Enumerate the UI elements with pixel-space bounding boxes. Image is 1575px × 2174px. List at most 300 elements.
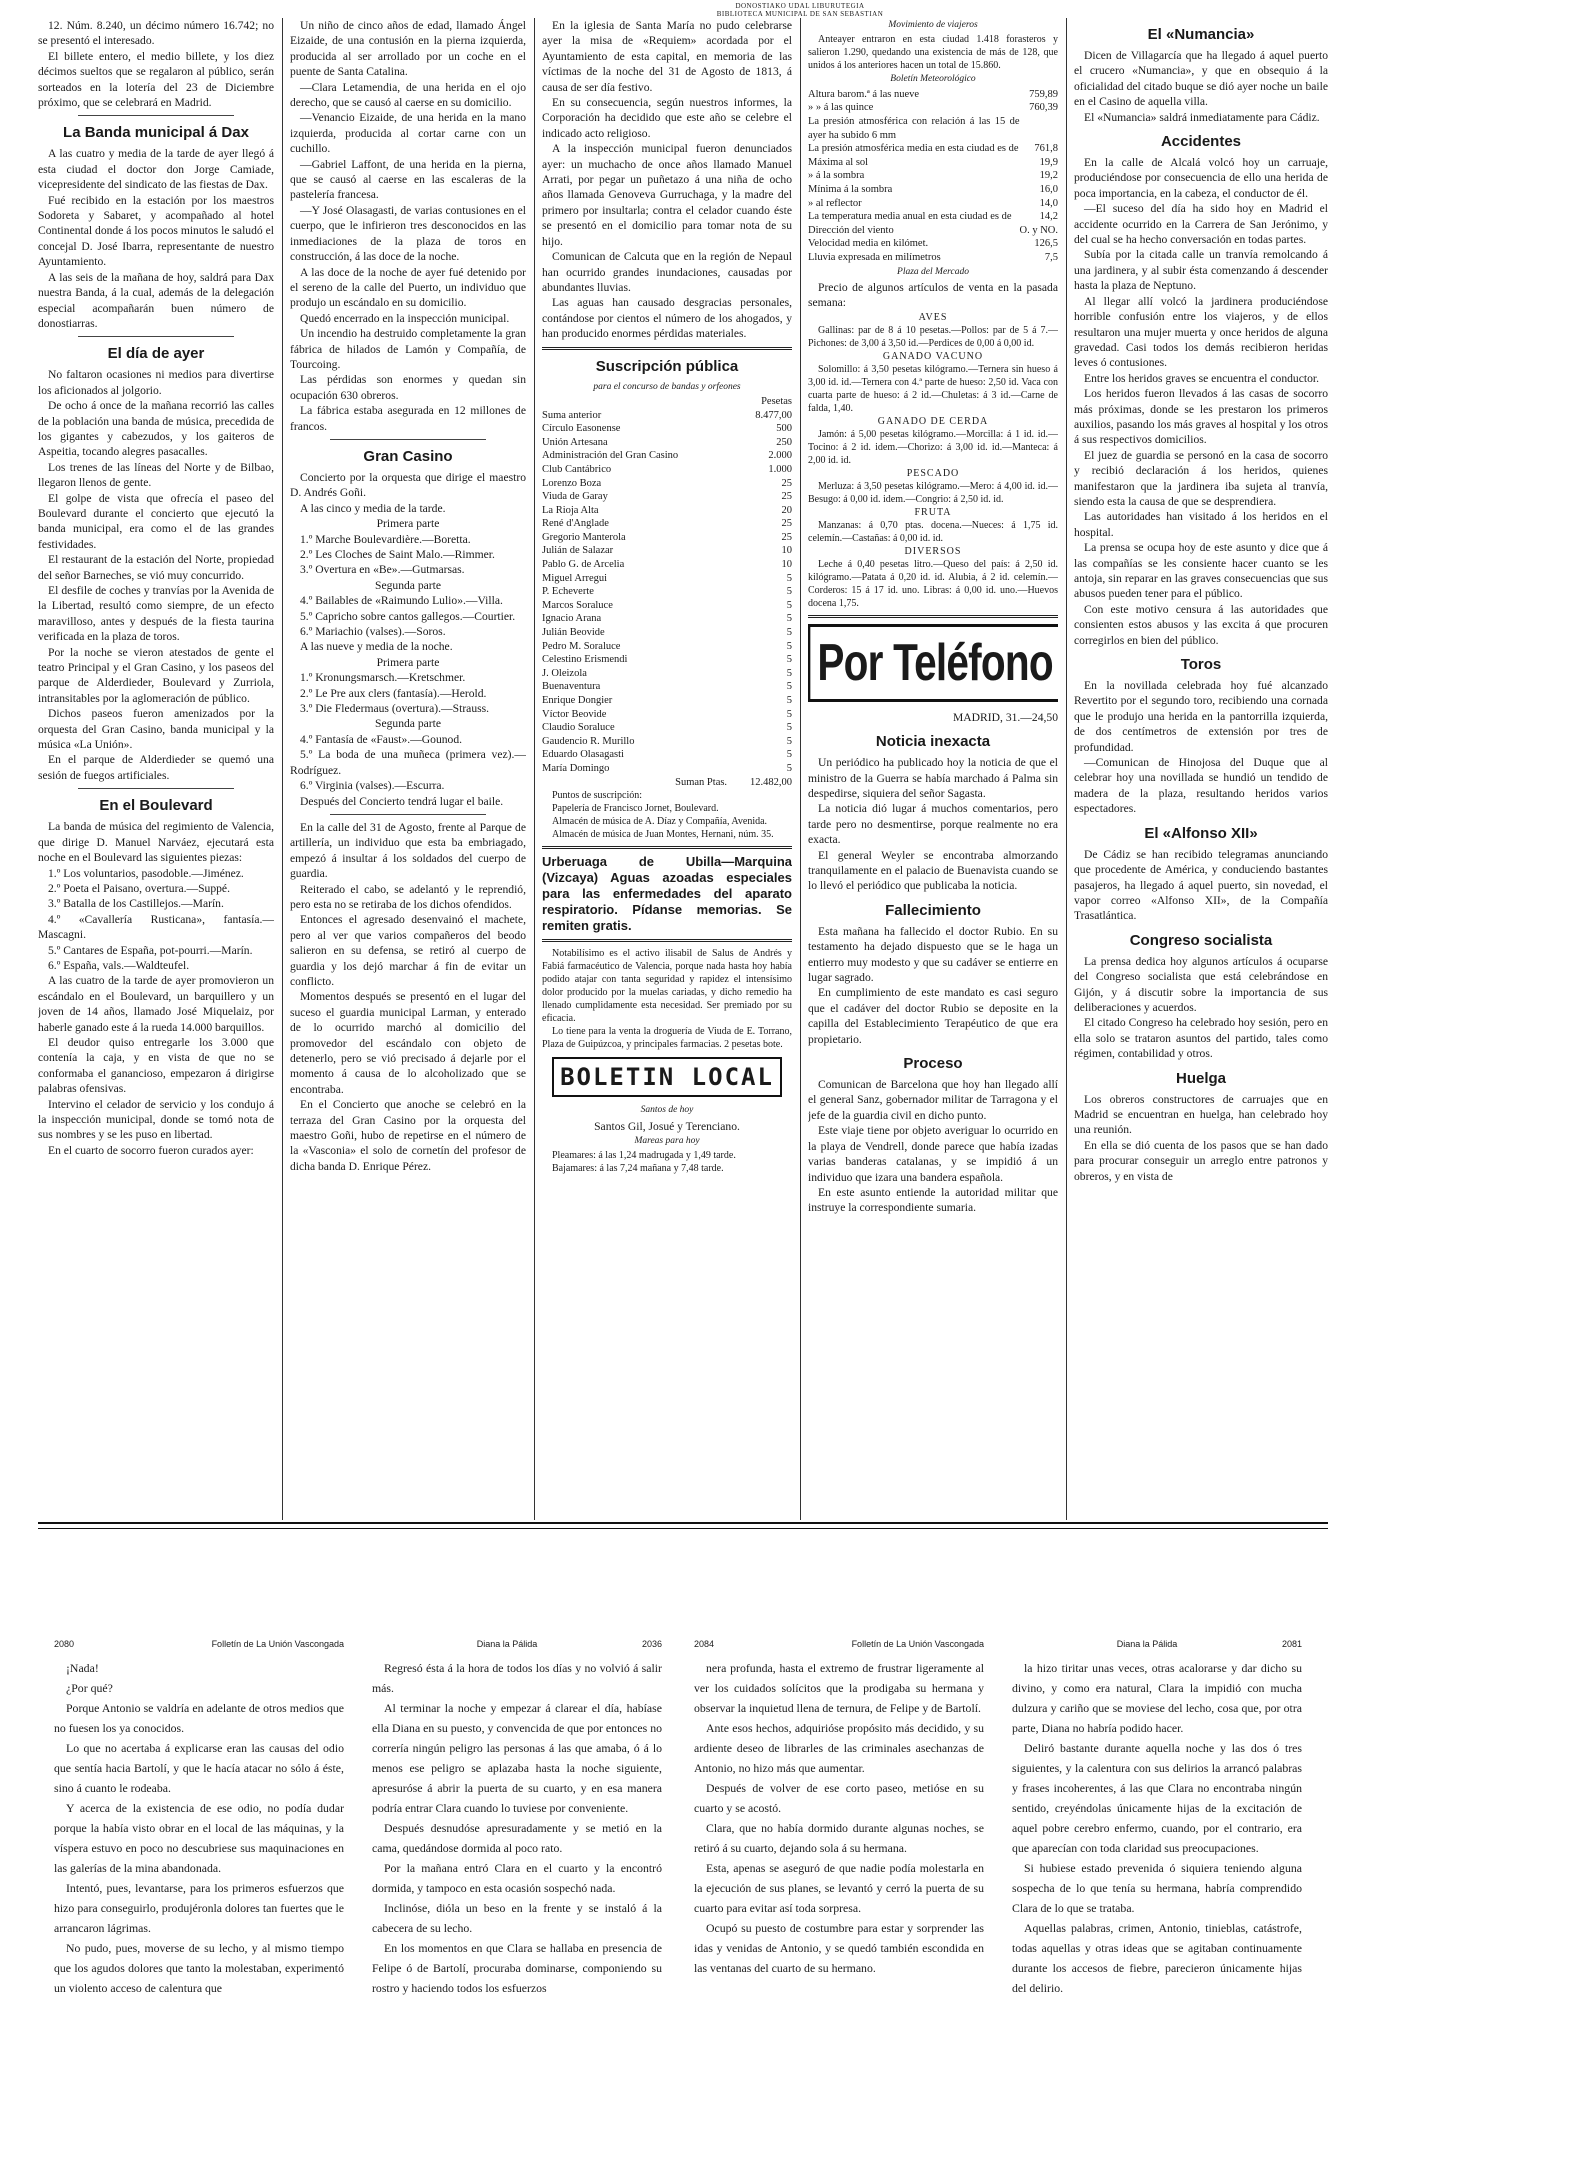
paragraph: El golpe de vista que ofrecía el paseo del Boulevard durante el concierto que ejecutó la banda municipal, era como el de las grandes festividades. (38, 491, 274, 551)
library-stamp (560, 2, 1040, 18)
table-row (542, 531, 792, 545)
huelga-article (1074, 1092, 1328, 1184)
separator (808, 615, 1058, 618)
table-row (542, 517, 792, 531)
separator (78, 336, 234, 337)
paragraph: El «Numancia» saldrá inmediatamente para Cádiz. (1084, 110, 1320, 124)
table-row (542, 572, 792, 586)
folletin-header (54, 1638, 344, 1650)
paragraph: A las nueve y media de la noche. (300, 640, 453, 654)
paragraph: En la novillada celebrada hoy fué alcanzado Revertito por el segundo toro, recibiendo una cornada que le produjo una herida en la pantorrilla izquierda, de dos centímetros de extensión por tres de profundidad. (1074, 679, 1328, 754)
stamp-line-1: DONOSTIAKO UDAL LIBURUTEGIA (735, 2, 865, 10)
row-value: 759,89 (1029, 88, 1058, 100)
paragraph: 2.º Les Cloches de Saint Malo.—Rimmer. (300, 548, 495, 561)
paragraph: nera profunda, hasta el extremo de frustrar ligeramente al ver los cuidados solícitos que la prodigaba su hermana y observar la inquietud llena de ternura, de Felipe y de Bartolí. (694, 1661, 984, 1715)
row-label: Celestino Erismendi (542, 654, 628, 666)
paragraph: Los heridos fueron llevados á las casas de socorro más próximas, donde se les prestaron los primeros auxilios, pasando los más graves al hospital y los otros á sus respectivos domicilios. (1074, 387, 1328, 447)
paragraph: Este viaje tiene por objeto averiguar lo ocurrido en la playa de Vendrell, donde parece que había izadas varias banderas catalanas, y se impidió á un individuo que izara una bandera española. (808, 1124, 1058, 1184)
row-value: 8.477,00 (755, 409, 792, 421)
top-column-2 (290, 18, 526, 1520)
table-row (542, 680, 792, 694)
row-label: Julián Beovide (542, 627, 605, 639)
row-label: La presión atmosférica con relación á las 15 de ayer ha subido 6 mm (808, 116, 1020, 141)
paragraph: Las autoridades han visitado á los heridos en el hospital. (1074, 510, 1328, 539)
sucesos-article (290, 18, 526, 434)
row-label: La Rioja Alta (542, 504, 599, 516)
paragraph: El citado Congreso ha celebrado hoy sesión, pero en ella solo se trataron asuntos del partido, tales como régimen, contabilidad y otros. (1074, 1016, 1328, 1061)
row-value: 5 (786, 708, 792, 720)
paragraph: El general Weyler se encontraba almorzando tranquilamente en el palacio de Buenavista cuando se lo llevó el periódico que publicaba la noticia. (808, 848, 1058, 893)
folletin-page (54, 1638, 1304, 2168)
paragraph: Con este motivo censura á las autoridades que consienten estos abusos y las excita á que procuren corregirlos en bien del público. (1074, 602, 1328, 647)
row-label: Eduardo Olasagasti (542, 749, 624, 761)
paragraph: —Y José Olasagasti, de varias contusiones en el cuerpo, que le infirieron tres desconocidos en las inmediaciones de la plaza de toros en construcción, á las doce de la noche. (290, 203, 526, 264)
paragraph: El billete entero, el medio billete, y los diez décimos sueltos que se regalaron al público, serán sorteados en la lotería del 23 de Diciembre próximo, que se celebrará en Madrid. (38, 49, 274, 110)
mercado-section-text: Manzanas: á 0,70 ptas. docena.—Nueces: á 1,75 id. celemín.—Castañas: á 0,00 id. id. (808, 519, 1058, 544)
paragraph: Entonces el agresado desenvainó el machete, pero al ver que varios compañeros del beodo salieron en su defensa, se retiró al cuerpo de guardia y los dejó marchar á fin de evitar un conflicto. (290, 913, 526, 988)
table-row (542, 449, 792, 463)
headline-fallecimiento: Fallecimiento (885, 901, 981, 919)
paragraph: En la calle del 31 de Agosto, frente al Parque de artillería, un individuo que esta ba embriagado, empezó á insultar á los soldados del cuerpo de guardia. (290, 820, 526, 881)
paragraph: Notabilísimo es el activo ilisabil de Salus de Andrés y Fabiá farmacéutico de Valencia, porque nada hasta hoy había podido atajar con tanta seguridad y rapidez el intensísimo dolor producido por la muelas cariadas, y dicho remedio ha llenado cumplidamente esta necesidad. Ser premiado por su eficacia. (542, 948, 792, 1025)
paragraph: Después del Concierto tendrá lugar el baile. (300, 794, 504, 808)
paragraph: 1.º Los voluntarios, pasodoble.—Jiménez. (48, 866, 244, 880)
row-value: 250 (776, 436, 792, 448)
folletin-text (54, 1658, 344, 1998)
paragraph: Pleamares: á las 1,24 madrugada y 1,49 tarde. (552, 1150, 736, 1162)
row-value: 25 (781, 518, 792, 530)
program-list-2 (290, 593, 526, 655)
paragraph: —Comunican de Hinojosa del Duque que al celebrar hoy una novillada se hundió un tendido de madera de la plaza, resultando heridos varios espectadores. (1074, 756, 1328, 816)
folletin-page-number: 2080 (54, 1639, 75, 1649)
stamp-line-2: BIBLIOTECA MUNICIPAL DE SAN SEBASTIAN (716, 10, 884, 18)
mercado-section-text: Leche á 0,40 pesetas litro.—Queso del país: á 2,50 id. kilógramo.—Patata á 0,20 id. id. Alubia, á 2 id. celemín.—Corderos: 15 á 17 id. uno. Libras: á 0,00 id. uno.—Huevos docena 1,75. (808, 558, 1058, 609)
paragraph: 12. Núm. 8.240, un décimo número 16.742; no se presentó el interesado. (38, 19, 274, 48)
paragraph: Esta, apenas se aseguró de que nadie podía molestarla en la ejecución de sus planes, se levantó y cerró la puerta de su cuarto para evitar así toda sorpresa. (694, 1861, 984, 1915)
row-label: La presión atmosférica media en esta ciudad es de (808, 143, 1019, 155)
santos-text: Santos Gil, Josué y Terenciano. (594, 1119, 740, 1133)
subscription-total-row (542, 776, 792, 790)
table-row (542, 667, 792, 681)
row-label: J. Oleizola (542, 667, 587, 679)
paragraph: De ocho á once de la mañana recorrió las calles de la población una banda de música, precedida de los gigantes y cabezudos, y los gaiteros de Aspeitia, tocando alegres pasacalles. (38, 399, 274, 459)
congreso-article (1074, 954, 1328, 1062)
paragraph: Al llegar allí volcó la jardinera produciéndose horrible confusión entre los viajeros, y de ellos resultaron una mujer muerta y once heridos de alguna gravedad. Casi todos los demás recibieron heridas leves ó contusiones. (1074, 294, 1328, 370)
santos-label: Santos de hoy (640, 1105, 694, 1116)
row-label: Máxima al sol (808, 156, 869, 168)
row-label: Lorenzo Boza (542, 477, 602, 489)
program-part-4: Segunda parte (375, 717, 441, 731)
page-bottom-rule (38, 1522, 1328, 1529)
separator (542, 846, 792, 849)
paragraph: Bajamares: á las 7,24 mañana y 7,48 tarde. (552, 1163, 724, 1175)
paragraph: 4.º «Cavallería Rusticana», fantasía.—Mascagni. (38, 912, 274, 942)
paragraph: Fué recibido en la estación por los maestros Sodoreta y Sabaret, y acompañado al hotel Continental donde á los pocos minutos le saludó el concejal D. José Ibarra, representante de nuestro Ayuntamiento. (38, 193, 274, 269)
table-row (542, 762, 792, 776)
folletin-running-title: Diana la Pálida (1116, 1639, 1178, 1649)
headline-congreso-socialista: Congreso socialista (1129, 931, 1273, 949)
paragraph: 3.º Batalla de los Castillejos.—Marín. (48, 897, 224, 911)
misc-news-article (542, 18, 792, 342)
dia-de-ayer-article (38, 367, 274, 783)
salus-advertisement (542, 947, 792, 1051)
paragraph: La prensa se ocupa hoy de este asunto y dice que á las compañías se les consiente hacer cuanto se les antoja, sin reparar en las graves consecuencias que sus abusos pueden tener para el público. (1074, 541, 1328, 601)
row-value: 19,9 (1039, 156, 1058, 168)
row-label: Ignacio Arana (542, 613, 602, 625)
paragraph: Las aguas han causado desgracias personales, contándose por cientos el número de los ahogados, y han producido enormes pérdidas materiales. (542, 296, 792, 341)
paragraph: No pudo, pues, moverse de su lecho, y al mismo tiempo que los agudos dolores que tanto la molestaban, experimentó un violento acceso de calentura que (54, 1941, 344, 1995)
headline-noticia-inexacta: Noticia inexacta (875, 733, 991, 751)
table-row (808, 142, 1058, 156)
folletin-header (694, 1638, 984, 1650)
row-label: María Domingo (542, 762, 610, 774)
mercado-section-title: GANADO VACUNO (882, 350, 984, 362)
table-row (808, 101, 1058, 115)
row-label: Velocidad media en kilómet. (808, 238, 929, 250)
folletin-text (372, 1658, 662, 1998)
folletin-page-number: 2081 (1281, 1639, 1302, 1649)
top-newspaper-page (38, 18, 1328, 1520)
paragraph: Almacén de música de Juan Montes, Hernani, núm. 35. (552, 829, 774, 841)
paragraph: Puntos de suscripción: (552, 790, 642, 802)
paragraph: 6.º Virginia (valses).—Escurra. (300, 779, 445, 793)
mercado-section-title: PESCADO (906, 467, 960, 479)
paragraph: Los trenes de las líneas del Norte y de Bilbao, llegaron llenos de gente. (38, 460, 274, 490)
mercado-label: Plaza del Mercado (897, 266, 969, 277)
paragraph: No faltaron ocasiones ni medios para divertirse los aficionados al jolgorio. (38, 368, 274, 397)
row-value: 5 (786, 735, 792, 747)
paragraph: Deliró bastante durante aquella noche y las dos ó tres siguientes, y la calentura con sus delirios la arrancó palabras y frases incoherentes, á las que Clara no encontraba ningún sentido, creyéndolas únicamente hijas de la excitación de aquel pobre cerebro enfermo, cuando, por el contrario, era que aparecían con toda claridad sus preocupaciones. (1012, 1741, 1302, 1855)
table-row (542, 463, 792, 477)
paragraph: —El suceso del día ha sido hoy en Madrid el accidente ocurrido en la Carrera de San Jerónimo, y del cual se ha hecho conversación en todas partes. (1074, 202, 1328, 247)
row-value: 5 (786, 599, 792, 611)
table-row (808, 115, 1058, 142)
paragraph: Un niño de cinco años de edad, llamado Ángel Eizaide, de una contusión en la pierna izquierda, producida al ser arrollado por un coche en el puente de Santa Catalina. (290, 19, 526, 79)
table-row (542, 409, 792, 423)
table-row (542, 585, 792, 599)
program-list-1 (290, 532, 526, 578)
headline-numancia: El «Numancia» (1147, 26, 1255, 43)
row-value: 25 (781, 477, 792, 489)
row-value: 5 (786, 681, 792, 693)
row-value: 14,2 (1039, 211, 1058, 223)
row-label: Administración del Gran Casino (542, 450, 679, 462)
paragraph: El restaurant de la estación del Norte, propiedad del señor Barneches, se vió muy concurrido. (38, 553, 274, 582)
paragraph: La noticia dió lugar á muchos comentarios, pero tarde pero no desmentirse, porque realmente no era exacta. (808, 802, 1058, 847)
table-row (542, 558, 792, 572)
paragraph: Quedó encerrado en la inspección municipal. (300, 311, 510, 325)
row-value: 126,5 (1034, 238, 1058, 250)
row-label: » » á las quince (808, 102, 874, 114)
paragraph: 3.º Die Fledermaus (overtura).—Strauss. (300, 702, 490, 716)
row-value: 2.000 (768, 450, 792, 462)
paragraph: 1.º Marche Boulevardière.—Boretta. (300, 532, 471, 546)
por-telefono-banner: Por Teléfono (808, 624, 1058, 702)
urberuaga-advertisement: Urberuaga de Ubilla—Marquina (Vizcaya) Aguas azoadas especiales para las enfermedades del aparato respiratorio. Pídanse memorias. Se remiten gratis. (542, 854, 792, 934)
paragraph: A las seis de la mañana de hoy, saldrá para Dax nuestra Banda, á la cual, además de la delegación especial acompañarán buen número de donostiarras. (38, 270, 274, 330)
row-label: Claudio Soraluce (542, 722, 615, 734)
top-column-1 (38, 18, 274, 1520)
paragraph: 4.º Bailables de «Raimundo Lulio».—Villa. (300, 594, 503, 608)
table-row (542, 653, 792, 667)
paragraph: A las doce de la noche de ayer fué detenido por el sereno de la calle del Puerto, un individuo que produjo un escándalo en su domicilio. (290, 265, 526, 310)
table-row (542, 735, 792, 749)
row-label: Suma anterior (542, 409, 602, 421)
paragraph: Al terminar la noche y empezar á clarear el día, habíase ella Diana en su puesto, y convencida de que por entonces no correría ningún peligro las personas á las que amaba, ó á lo menos ese peligro se aplazaba hasta la noche siguiente, apresuróse á abrir la puerta de su cuarto, y en esa manera podría entrar Clara cuando lo tuviese por conveniente. (372, 1701, 662, 1815)
paragraph: A las cuatro y media de la tarde de ayer llegó á esta ciudad el doctor don Jorge Camiade, vicepresidente del sindicato de las fiestas de Dax. (38, 147, 274, 192)
paragraph: 6.º España, vals.—Waldteufel. (48, 958, 190, 972)
separator (542, 347, 792, 350)
subscription-total-value: 12.482,00 (750, 776, 792, 788)
table-row (808, 210, 1058, 224)
row-value: 19,2 (1039, 170, 1058, 182)
row-label: Víctor Beovide (542, 708, 607, 720)
table-row (542, 748, 792, 762)
paragraph: Si hubiese estado prevenida ó siquiera teniendo alguna sospecha de lo que tenía su hermana, habría comprendido Clara de lo que se trataba. (1012, 1861, 1302, 1915)
headline-banda-municipal: La Banda municipal á Dax (63, 124, 249, 142)
fallecimiento-article (808, 924, 1058, 1047)
folletin-page-number: 2084 (694, 1639, 715, 1649)
paragraph: En este asunto entiende la autoridad militar que instruye la correspondiente sumaria. (808, 1185, 1058, 1215)
table-row (542, 626, 792, 640)
paragraph: Momentos después se presentó en el lugar del suceso el guardia municipal Larman, y enterado de lo ocurrido marchó al domicilio del promovedor del escándalo con objeto de detenerlo, pero se vió precisado á dejarle por el momento á causa de lo alcoholizado que se encontraba. (290, 990, 526, 1096)
folletin-column-4 (1012, 1638, 1302, 2168)
paragraph: Dichos paseos fueron amenizados por la orquesta del Gran Casino, banda municipal y la música «La Unión». (38, 707, 274, 752)
paragraph: Dicen de Villagarcía que ha llegado á aquel puerto el crucero «Numancia», y que en obsequio á la oficialidad del citado buque se dió ayer noche un baile en el Casino de aquella villa. (1074, 49, 1328, 109)
row-value: 5 (786, 654, 792, 666)
row-label: Círculo Easonense (542, 423, 621, 435)
folletin-column-3 (694, 1638, 984, 2168)
accidentes-article (1074, 155, 1328, 648)
paragraph: 2.º Le Pre aux clers (fantasía).—Herold. (300, 686, 487, 700)
folletin-text (694, 1658, 984, 1978)
headline-boulevard: En el Boulevard (99, 797, 213, 815)
program-list-3 (290, 670, 526, 716)
table-row (542, 640, 792, 654)
table-row (542, 504, 792, 518)
folletin-running-title: Folletín de La Unión Vascongada (851, 1639, 984, 1649)
paragraph: 5.º Capricho sobre cantos gallegos.—Courtier. (300, 609, 516, 623)
separator (78, 788, 234, 789)
movimiento-label: Movimiento de viajeros (888, 20, 978, 30)
paragraph: Entre los heridos graves se encuentra el conductor. (1084, 371, 1320, 385)
row-label: Gaudencio R. Murillo (542, 735, 635, 747)
paragraph: Esta mañana ha fallecido el doctor Rubio. En su testamento ha dejado dispuesto que se le haga un entierro muy modesto y que su cadáver se entierre en lugar sagrado. (808, 924, 1058, 985)
paragraph: Intervino el celador de servicio y los condujo á la inspección municipal, donde se tomó nota de sus nombres y se les puso en libertad. (38, 1097, 274, 1142)
folletin-column-2 (372, 1638, 662, 2168)
folletin-running-title: Diana la Pálida (476, 1639, 538, 1649)
paragraph: Ocupó su puesto de costumbre para estar y sorprender las idas y venidas de Antonio, y se quedó también escondida en las ventanas del cuarto de su hermano. (694, 1921, 984, 1975)
headline-dia-de-ayer: El día de ayer (107, 345, 205, 363)
separator (542, 939, 792, 942)
paragraph: Almacén de música de A. Díaz y Compañía, Avenida. (552, 816, 768, 828)
paragraph: 2.º Poeta el Paisano, overtura.—Suppé. (48, 881, 230, 895)
paragraph: Por la noche se vieron atestados de gente el teatro Principal y el Gran Casino, y los paseos del parque de Alderdieder, Boulevard y Zurriola, intransitables por la aglomeración de público. (38, 645, 274, 705)
program-part-3: Primera parte (376, 655, 440, 669)
suscripcion-points (542, 789, 792, 841)
alfonso-xii-article (1074, 847, 1328, 924)
folletin-running-title: Folletín de La Unión Vascongada (211, 1639, 344, 1649)
program-part-2: Segunda parte (375, 578, 441, 592)
paragraph: El desfile de coches y tranvías por la Avenida de la Libertad, resultó como siempre, de un efecto maravilloso, antes y después de la fiesta taurina verificada en la plaza de toros. (38, 584, 274, 644)
paragraph: La fábrica estaba asegurada en 12 millones de francos. (290, 404, 526, 433)
table-row (808, 169, 1058, 183)
row-value: 5 (786, 586, 792, 598)
paragraph: Papelería de Francisco Jornet, Boulevard. (552, 803, 719, 815)
row-value: 5 (786, 640, 792, 652)
table-row (808, 237, 1058, 251)
paragraph: Después de volver de ese corto paseo, metióse en su cuarto y se acostó. (694, 1781, 984, 1815)
row-value: 5 (786, 722, 792, 734)
headline-suscripcion: Suscripción pública (595, 357, 739, 375)
paragraph: ¿Por qué? (66, 1681, 113, 1695)
row-label: » á la sombra (808, 170, 865, 182)
paragraph: Regresó ésta á la hora de todos los días y no volvió á salir más. (372, 1661, 662, 1695)
numancia-article (1074, 48, 1328, 125)
meteo-table (808, 88, 1058, 265)
paragraph: En ella se dió cuenta de los pasos que se han dado para procurar conseguir un arreglo entre patronos y obreros, y en vista de (1074, 1138, 1328, 1183)
artilleria-article (290, 820, 526, 1174)
mercado-section-text: Solomillo: á 3,50 pesetas kilógramo.—Ternera sin hueso á 3,00 id. id.—Ternera con 4.ª parte de hueso: 2,50 id. Vaca con cuarta parte de hueso: á 2 id.—Chuletas: á 3 id.—Carne de falda, 1,40. (808, 363, 1058, 414)
row-label: Miguel Arregui (542, 572, 608, 584)
paragraph: A las cuatro de la tarde de ayer promovieron un escándalo en el Boulevard, un barquillero y un joven de 14 años, llamado José Miquelaiz, por haberle ganado este á la rueda 14.000 barquillos. (38, 974, 274, 1034)
paragraph: Intentó, pues, levantarse, para los primeros esfuerzos que hizo para conseguirlo, produjéronla dolores tan fuertes que le arrancaron lágrimas. (54, 1881, 344, 1935)
paragraph: 6.º Mariachio (valses).—Soros. (300, 625, 446, 639)
headline-proceso: Proceso (903, 1055, 963, 1073)
table-row (808, 224, 1058, 238)
subscription-rows (542, 409, 792, 776)
top-column-5 (1074, 18, 1328, 1520)
column-rule (282, 18, 283, 1520)
paragraph: Los obreros constructores de carruajes que en Madrid se encuentran en huelga, han celebrado hoy una reunión. (1074, 1092, 1328, 1137)
row-value: 20 (781, 504, 792, 516)
row-label: Pablo G. de Arcelia (542, 559, 625, 571)
separator (330, 439, 486, 440)
paragraph: En su consecuencia, según nuestros informes, la Corporación ha decidido que este año se celebre el indicado acto religioso. (542, 96, 792, 140)
separator (78, 115, 234, 116)
table-row (542, 436, 792, 450)
table-row (808, 251, 1058, 265)
row-label: Gregorio Manterola (542, 531, 626, 543)
banda-municipal-article (38, 146, 274, 331)
column-rule (1066, 18, 1067, 1520)
row-value: 5 (786, 667, 792, 679)
folletin-page-number: 2036 (641, 1639, 662, 1649)
table-row (808, 197, 1058, 211)
table-row (808, 183, 1058, 197)
paragraph: ¡Nada! (66, 1661, 99, 1675)
subscription-table (542, 395, 792, 789)
paragraph: En el parque de Alderdieder se quemó una sesión de fuegos artificiales. (38, 753, 274, 782)
paragraph: Inclinóse, dióla un beso en la frente y se instaló á la cabecera de su lecho. (372, 1901, 662, 1935)
paragraph: Aquellas palabras, crimen, Antonio, tinieblas, catástrofe, todas aquellas y otras ideas que se agitaban continuamente durante los accesos de fiebre, parecieron únicamente hijas del delirio. (1012, 1921, 1302, 1995)
paragraph: En la iglesia de Santa María no pudo celebrarse ayer la misa de «Requiem» acordada por el Ayuntamiento de esta capital, en memoria de las víctimas de la noche del 31 de Agosto de 1813, á causa de ser día festivo. (542, 19, 792, 94)
proceso-article (808, 1077, 1058, 1216)
table-row (542, 422, 792, 436)
mareas-label: Mareas para hoy (634, 1135, 700, 1146)
paragraph: En cumplimiento de este mandato es casi seguro que el cadáver del doctor Rubio se deposite en la capilla del Establecimiento Terapéutico de que era propietario. (808, 986, 1058, 1046)
paragraph: En la calle de Alcalá volcó hoy un carruaje, produciéndose por consecuencia de ello una herida de poca importancia, en la cabeza, el conductor de él. (1074, 156, 1328, 200)
folletin-column-1 (54, 1638, 344, 2168)
paragraph: Un periódico ha publicado hoy la noticia de que el ministro de la Guerra se había marchado á Palma sin despedirse, siquiera del señor Sagasta. (808, 756, 1058, 800)
table-row (808, 88, 1058, 102)
row-value: 5 (786, 749, 792, 761)
paragraph: —Venancio Eizaide, de una herida en la mano izquierda, producida al cortar carne con un cuchillo. (290, 111, 526, 156)
meteo-rows (808, 88, 1058, 265)
paragraph: 4.º Fantasía de «Faust».—Gounod. (300, 732, 463, 746)
row-value: 25 (781, 531, 792, 543)
gran-casino-intro (290, 470, 526, 516)
table-row (542, 544, 792, 558)
headline-alfonso-xii: El «Alfonso XII» (1144, 824, 1258, 842)
column-rule (800, 18, 801, 1520)
folletin-text (1012, 1658, 1302, 1998)
headline-gran-casino: Gran Casino (363, 447, 453, 465)
folletin-header (372, 1638, 662, 1650)
row-value: 760,39 (1029, 102, 1058, 114)
paragraph: —Gabriel Laffont, de una herida en la pierna, que se causó al caerse en las escaleras de la pastelería francesa. (290, 157, 526, 202)
top-column-4 (808, 18, 1058, 1520)
paragraph: La prensa dedica hoy algunos artículos á ocuparse del Congreso socialista que está celebrándose en Gijón, y á discutir sobre la importancia de sus deliberaciones y acuerdos. (1074, 954, 1328, 1014)
meteo-label: Boletín Meteorológico (890, 74, 976, 85)
paragraph: El deudor quiso entregarle los 3.000 que contenía la caja, y en vista de que no se conformaba el ganancioso, empezaron á dirigirse palabras ofensivas. (38, 1035, 274, 1096)
row-value: 5 (786, 695, 792, 706)
row-value: 14,0 (1039, 197, 1058, 209)
row-label: René d'Anglade (542, 518, 609, 530)
mercado-sections (808, 311, 1058, 610)
paragraph: Y acerca de la existencia de ese odio, no podía dudar porque la había visto obrar en el local de las máquinas, y la víspera estuvo en poco no descubriese sus maquinaciones en las galerías de la mina abandonada. (54, 1801, 344, 1875)
table-row (542, 599, 792, 613)
headline-toros: Toros (1180, 656, 1222, 674)
row-value: 5 (786, 627, 792, 639)
mareas-text (542, 1149, 792, 1175)
table-row (542, 721, 792, 735)
row-label: P. Echeverte (542, 586, 594, 598)
boletin-local-banner: BOLETIN LOCAL (552, 1057, 782, 1097)
program-part-1: Primera parte (376, 517, 440, 531)
paragraph: Ante esos hechos, adquirióse propósito más decidido, y su ardiente deseo de librarles de las criminales asechanzas de Antonio, no hizo más que aumentar. (694, 1721, 984, 1775)
paragraph: Lo tiene para la venta la droguería de Viuda de E. Torrano, Plaza de Guipúzcoa, y principales farmacias. 2 pesetas bote. (542, 1026, 792, 1051)
table-row (542, 477, 792, 491)
paragraph: 1.º Kronungsmarsch.—Kretschmer. (300, 671, 466, 685)
paragraph: Las pérdidas son enormes y quedan sin ocupación 630 obreros. (290, 373, 526, 402)
paragraph: 5.º La boda de una muñeca (primera vez).—Rodríguez. (290, 748, 526, 777)
paragraph: Subía por la citada calle un tranvía remolcando á una jardinera, y al subir ésta comenzando á descender hasta la plaza de Neptuno. (1074, 248, 1328, 293)
mercado-section-title: AVES (918, 311, 948, 323)
dateline: MADRID, 31.—24,50 (953, 710, 1058, 724)
lottery-intro (38, 18, 274, 110)
row-value: 10 (781, 559, 792, 571)
separator (330, 814, 486, 815)
row-value: 5 (786, 762, 792, 774)
row-label: Club Cantábrico (542, 463, 612, 475)
row-value: 7,5 (1044, 251, 1058, 263)
suscripcion-subtitle: para el concurso de bandas y orfeones (593, 381, 741, 392)
headline-accidentes: Accidentes (1160, 133, 1242, 151)
mercado-section-title: FRUTA (914, 506, 952, 518)
paragraph: Clara, que no había dormido durante algunas noches, se retiró á su cuarto, dejando sola á su hermana. (694, 1821, 984, 1855)
subscription-column-header: Pesetas (761, 395, 792, 407)
paragraph: Concierto por la orquesta que dirige el maestro D. Andrés Goñi. (290, 470, 526, 500)
paragraph: 3.º Overtura en «Be».—Gutmarsas. (300, 563, 465, 577)
mercado-section-title: DIVERSOS (904, 545, 962, 557)
row-label: La temperatura media anual en esta ciudad es de (808, 211, 1012, 223)
paragraph: Comunican de Barcelona que hoy han llegado allí el general Sanz, gobernador militar de Tarragona y el jefe de la guardia civil en dicho punto. (808, 1078, 1058, 1122)
row-label: Unión Artesana (542, 436, 608, 448)
noticia-inexacta-article (808, 755, 1058, 894)
row-value: O. y NO. (1019, 224, 1058, 236)
paragraph: El juez de guardia se personó en la casa de socorro y recibió declaración á los heridos, quienes manifestaron que la jardinera iba sujeta al tranvía, siendo esta la causa de que se desprendiera. (1074, 448, 1328, 508)
